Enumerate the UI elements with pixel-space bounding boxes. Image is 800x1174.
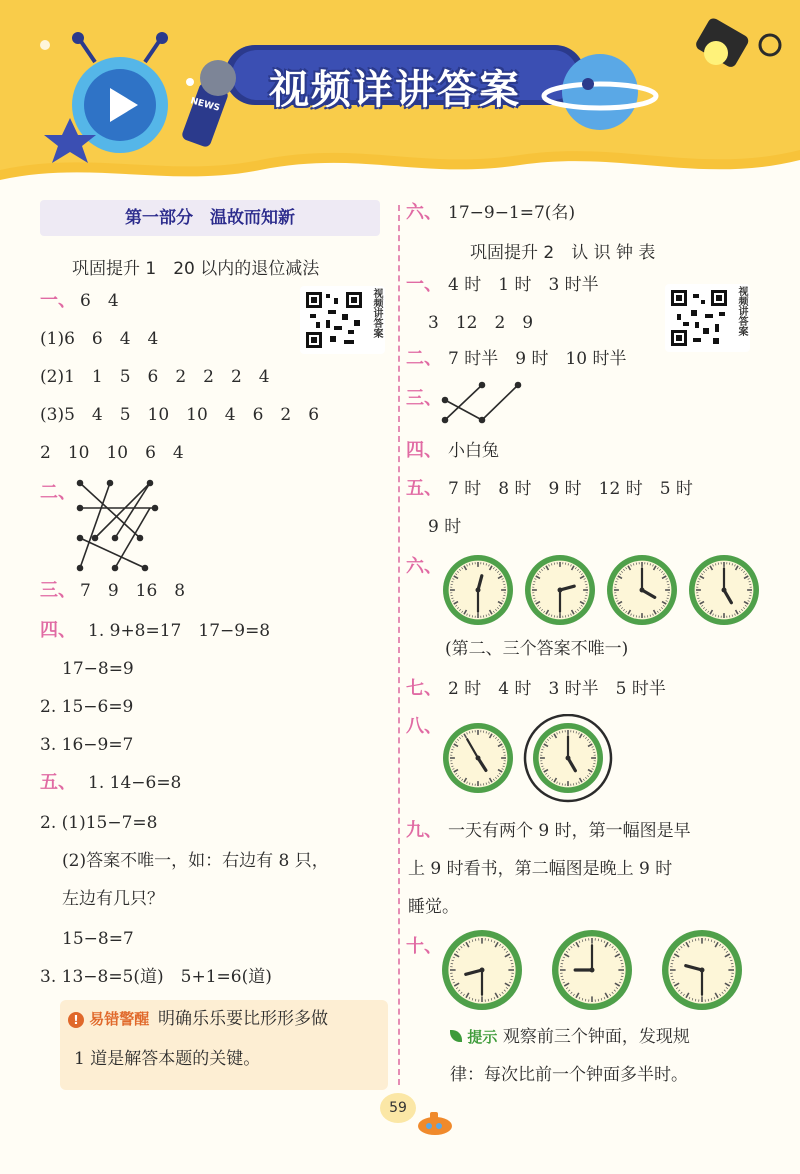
section-5-line-6: 3. 13−8=5(道) 5+1=6(道): [40, 967, 272, 987]
clock-row-8: [440, 714, 620, 804]
right-section-2-text: 7 时半 9 时 10 时半: [448, 349, 627, 369]
clock-center: [640, 588, 645, 593]
right-section-2-label: 二、: [406, 348, 442, 369]
matching-diagram-left: [75, 478, 165, 573]
right-section-10-label: 十、: [406, 936, 442, 957]
clock-row-6: [440, 552, 770, 632]
part-title: 第一部分 温故而知新: [40, 200, 380, 236]
hint-line-1-wrap: [450, 1026, 690, 1048]
clock-center: [566, 756, 571, 761]
clock-face: [525, 715, 611, 801]
clock-face: [662, 930, 742, 1010]
matching-diagram-right: [440, 380, 530, 425]
qr-label-left: 视频讲答案: [371, 288, 382, 338]
right-section-6-label: 六、: [406, 556, 442, 577]
clock-face: [443, 723, 513, 793]
right-section-9-line-2: 上 9 时看书，第二幅图是晚上 9 时: [408, 859, 673, 879]
hint-tag: 提示: [467, 1028, 498, 1046]
right-subtitle: 巩固提升 2 认 识 钟 表: [470, 243, 656, 263]
hint-line-2: 律：每次比前一个钟面多半时。: [450, 1065, 688, 1085]
clock-row-10: [440, 928, 780, 1018]
clock-face: [442, 930, 522, 1010]
warning-tag: [68, 1008, 149, 1029]
page-title: 视频详讲答案: [269, 67, 521, 113]
section-1-line-3: (2)1 1 5 6 2 2 2 4: [40, 367, 270, 387]
section-4-line-4: 3. 16−9=7: [40, 735, 134, 755]
section-1-line-4: (3)5 4 5 10 10 4 6 2 6: [40, 405, 320, 425]
right-section-6-top-label: 六、: [406, 202, 442, 223]
right-section-1-label: 一、: [406, 274, 442, 295]
right-section-1-line-1: 4 时 1 时 3 时半: [448, 275, 599, 295]
qr-code-icon: [304, 290, 364, 350]
right-section-4-text: 小白兔: [448, 441, 499, 461]
section-5-label: 五、: [40, 772, 76, 793]
section-4-line-2: 17−8=9: [62, 659, 134, 679]
right-section-4-label: 四、: [406, 440, 442, 461]
section-1-line-2: (1)6 6 4 4: [40, 329, 159, 349]
section-5-line-1: 1. 14−6=8: [88, 773, 182, 793]
right-section-3-label: 三、: [406, 388, 442, 409]
clock-face: [525, 555, 595, 625]
warning-tag-label: 易错警醒: [89, 1010, 150, 1028]
section-1-line-5: 2 10 10 6 4: [40, 443, 184, 463]
submarine-icon: [415, 1110, 455, 1138]
section-5-line-3: (2)答案不唯一，如：右边有 8 只，: [62, 851, 329, 871]
clock-center: [480, 968, 485, 973]
section-1-label: 一、: [40, 290, 76, 311]
right-section-7-text: 2 时 4 时 3 时半 5 时半: [448, 679, 666, 699]
news-label: NEWS: [189, 96, 221, 114]
section-3-text: 7 9 16 8: [80, 581, 186, 601]
right-section-6-note: (第二、三个答案不唯一): [445, 639, 629, 659]
clock-face: [689, 555, 759, 625]
section-5-line-5: 15−8=7: [62, 929, 134, 949]
right-section-1-line-2: 3 12 2 9: [428, 313, 534, 333]
clock-face: [607, 555, 677, 625]
hint-line-1: 观察前三个钟面，发现规: [502, 1027, 690, 1047]
section-5-line-4: 左边有几只？: [62, 889, 164, 909]
warning-line-2: 1 道是解答本题的关键。: [74, 1049, 261, 1069]
clock-center: [476, 588, 481, 593]
clock-center: [590, 968, 595, 973]
page-number: 59: [380, 1093, 416, 1123]
alert-icon: !: [68, 1012, 84, 1028]
clock-center: [476, 756, 481, 761]
warning-box: [60, 1000, 388, 1090]
right-section-9-line-3: 睡觉。: [408, 897, 459, 917]
right-section-5-line-2: 9 时: [428, 517, 462, 537]
qr-label-right: 视频讲答案: [736, 286, 747, 336]
clock-face: [443, 555, 513, 625]
section-5-line-2: 2. (1)15−7=8: [40, 813, 158, 833]
clock-center: [700, 968, 705, 973]
warning-line-1: 明确乐乐要比形形多做: [158, 1009, 328, 1029]
right-section-6-top-text: 17−9−1=7(名): [448, 203, 576, 223]
qr-code-icon: [669, 288, 729, 348]
section-3-label: 三、: [40, 580, 76, 601]
clock-face: [552, 930, 632, 1010]
leaf-icon: [450, 1030, 462, 1042]
right-section-9-label: 九、: [406, 820, 442, 841]
right-section-9-line-1: 一天有两个 9 时，第一幅图是早: [448, 821, 691, 841]
section-4-label: 四、: [40, 620, 76, 641]
qr-code-left[interactable]: [300, 286, 385, 354]
left-subtitle: 巩固提升 1 20 以内的退位减法: [72, 259, 320, 279]
right-section-8-label: 八、: [406, 716, 442, 737]
qr-code-right[interactable]: [665, 284, 750, 352]
section-4-line-1: 1. 9+8=17 17−9=8: [88, 621, 271, 641]
clock-center: [722, 588, 727, 593]
right-section-7-label: 七、: [406, 678, 442, 699]
section-1-line-1: 6 4: [80, 291, 119, 311]
right-section-5-line-1: 7 时 8 时 9 时 12 时 5 时: [448, 479, 693, 499]
right-section-5-label: 五、: [406, 478, 442, 499]
column-divider: [398, 205, 400, 1085]
section-2-label: 二、: [40, 482, 76, 503]
clock-center: [558, 588, 563, 593]
section-4-line-3: 2. 15−6=9: [40, 697, 134, 717]
